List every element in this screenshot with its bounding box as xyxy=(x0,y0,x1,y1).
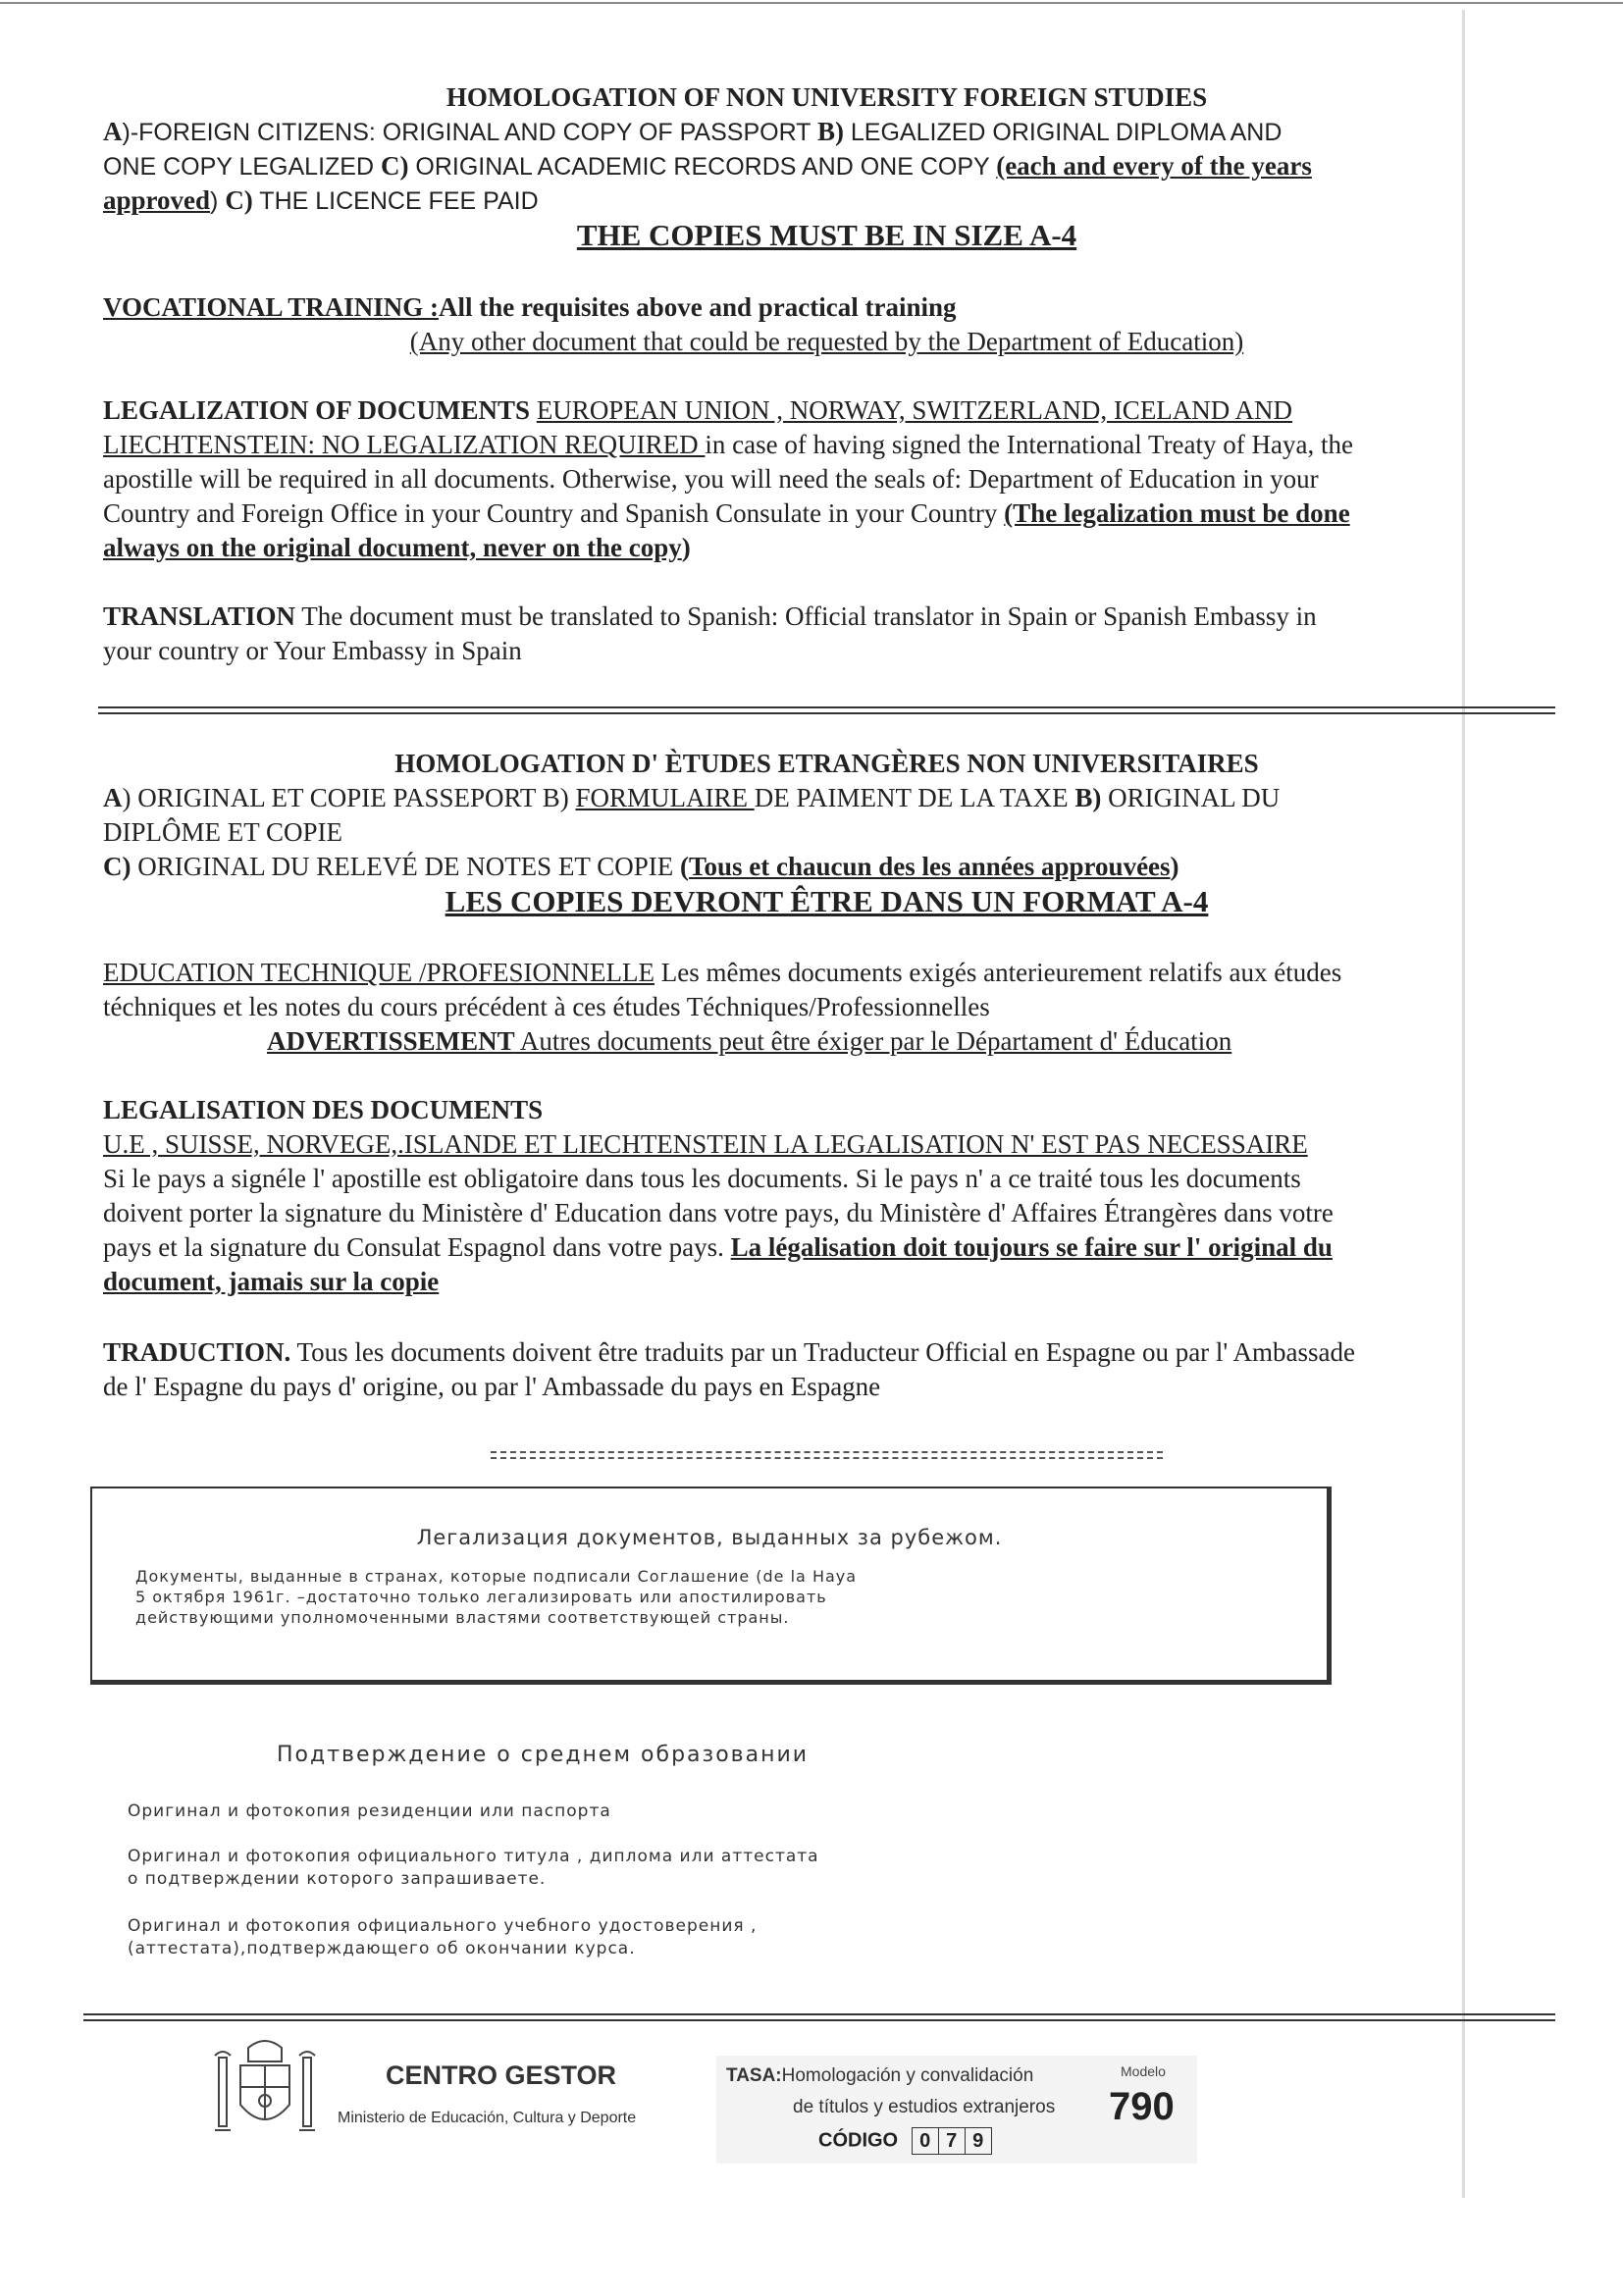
top-edge-line xyxy=(0,2,1623,4)
french-line-1: A) ORIGINAL ET COPIE PASSEPORT B) FORMULAIRE DE PAIMENT DE LA TAXE B) ORIGINAL DU xyxy=(103,783,1281,812)
russian-item-1: Оригинал и фотокопия резиденции или паспорта xyxy=(128,1801,611,1821)
french-title: HOMOLOGATION D' ÈTUDES ETRANGÈRES NON UNIVERSITAIRES xyxy=(394,749,1259,778)
french-traduction-line-2: de l' Espagne du pays d' origine, ou par l' Ambassade du pays en Espagne xyxy=(103,1372,881,1401)
tasa-block xyxy=(716,2056,1197,2164)
russian-box-line-3: действующими уполномоченными властями соответствующей страны. xyxy=(135,1608,790,1627)
french-line-2: DIPLÔME ET COPIE xyxy=(103,817,343,847)
russian-box-line-1: Документы, выданные в странах, которые подписали Соглашение (de la Haya xyxy=(135,1567,858,1586)
codigo-row: CÓDIGO 0 7 9 xyxy=(818,2127,991,2155)
russian-item-3-line-1: Оригинал и фотокопия официального учебного удостоверения , xyxy=(128,1916,758,1936)
english-line-3: approved) C) THE LICENCE FEE PAID xyxy=(103,185,539,215)
french-education-line-2: téchniques et les notes du cours précédent à ces études Téchniques/Professionnelles xyxy=(103,992,990,1021)
translation-line-1: TRANSLATION The document must be translated to Spanish: Official translator in Spain or Spanish Embassy in xyxy=(103,601,1317,631)
french-advertissement-line: ADVERTISSEMENT Autres documents peut être éxiger par le Départament d' Éducation xyxy=(267,1026,1232,1056)
russian-section-title: Подтверждение о среднем образовании xyxy=(277,1743,810,1767)
french-education-line-1: EDUCATION TECHNIQUE /PROFESIONNELLE Les mêmes documents exigés anterieurement relatifs aux études xyxy=(103,958,1342,987)
russian-box-line-2: 5 октября 1961г. –достаточно только легализировать или апостилировать xyxy=(135,1588,827,1606)
vocational-training-line: VOCATIONAL TRAINING :All the requisites above and practical training xyxy=(103,292,957,322)
spain-coat-of-arms xyxy=(211,2036,319,2144)
russian-item-2-line-1: Оригинал и фотокопия официального титула , диплома или аттестата xyxy=(128,1847,819,1866)
tasa-line-1: TASA:Homologación y convalidación xyxy=(726,2065,1034,2086)
tasa-line-2: de títulos y estudios extranjeros xyxy=(793,2097,1056,2117)
centro-gestor-label: CENTRO GESTOR xyxy=(386,2061,617,2090)
french-traduction-line-1: TRADUCTION. Tous les documents doivent être traduits par un Traducteur Official en Espagne ou par l' Ambassade xyxy=(103,1337,1356,1367)
russian-box-title: Легализация документов, выданных за рубежом. xyxy=(416,1526,1003,1549)
code-digit-1: 0 xyxy=(912,2127,939,2155)
french-legalisation-line-2: doivent porter la signature du Ministère d' Education dans votre pays, du Ministère d' Affaires Étrangères dans votre xyxy=(103,1198,1334,1227)
russian-legalization-box xyxy=(90,1487,1332,1685)
french-line-3: C) ORIGINAL DU RELEVÉ DE NOTES ET COPIE (Tous et chaucun des les années approuvées) xyxy=(103,852,1179,881)
russian-item-2-line-2: о подтверждении которого запрашиваете. xyxy=(128,1869,547,1889)
english-line-2: ONE COPY LEGALIZED C) ORIGINAL ACADEMIC RECORDS AND ONE COPY (each and every of the years xyxy=(103,151,1312,181)
dashed-separator xyxy=(491,1451,1163,1459)
modelo-number: 790 xyxy=(1109,2085,1175,2128)
french-legalisation-line-3: pays et la signature du Consulat Espagnol dans votre pays. La légalisation doit toujours se faire sur l' original du xyxy=(103,1232,1333,1262)
french-legalisation-line-1: Si le pays a signéle l' apostille est obligatoire dans tous les documents. Si le pays n' a ce traité tous les documents xyxy=(103,1164,1301,1193)
translation-line-2: your country or Your Embassy in Spain xyxy=(103,636,522,665)
french-legalisation-title: LEGALISATION DES DOCUMENTS xyxy=(103,1095,544,1124)
code-digit-2: 7 xyxy=(938,2127,966,2155)
ministerio-label: Ministerio de Educación, Cultura y Deporte xyxy=(338,2110,637,2126)
legalization-line-3: apostille will be required in all documents. Otherwise, you will need the seals of: Department of Education in your xyxy=(103,464,1319,494)
english-line-1: A)-FOREIGN CITIZENS: ORIGINAL AND COPY OF PASSPORT B) LEGALIZED ORIGINAL DIPLOMA AND xyxy=(103,117,1283,146)
legalization-line-5: always on the original document, never on the copy) xyxy=(103,533,691,562)
legalization-line-4: Country and Foreign Office in your Country and Spanish Consulate in your Country (The legalization must be done xyxy=(103,498,1350,528)
english-title: HOMOLOGATION OF NON UNIVERSITY FOREIGN STUDIES xyxy=(445,82,1208,112)
code-digit-3: 9 xyxy=(965,2127,992,2155)
vocational-note: (Any other document that could be requested by the Department of Education) xyxy=(409,327,1244,356)
legalization-line-2: LIECHTENSTEIN: NO LEGALIZATION REQUIRED in case of having signed the International Treaty of Haya, the xyxy=(103,430,1353,459)
french-copies-note: LES COPIES DEVRONT ÊTRE DANS UN FORMAT A-4 xyxy=(445,884,1209,918)
russian-item-3-line-2: (аттестата),подтверждающего об окончании курса. xyxy=(128,1939,636,1958)
english-copies-note: THE COPIES MUST BE IN SIZE A-4 xyxy=(576,218,1077,252)
modelo-label: Modelo xyxy=(1121,2063,1166,2079)
french-legalisation-underlined: U.E , SUISSE, NORVEGE,.ISLANDE ET LIECHTENSTEIN LA LEGALISATION N' EST PAS NECESSAIRE xyxy=(103,1129,1308,1159)
section-divider-1 xyxy=(98,706,1555,714)
section-divider-2 xyxy=(83,2013,1555,2021)
legalization-line-1: LEGALIZATION OF DOCUMENTS EUROPEAN UNION , NORWAY, SWITZERLAND, ICELAND AND xyxy=(103,395,1293,425)
french-legalisation-line-4: document, jamais sur la copie xyxy=(103,1267,440,1296)
